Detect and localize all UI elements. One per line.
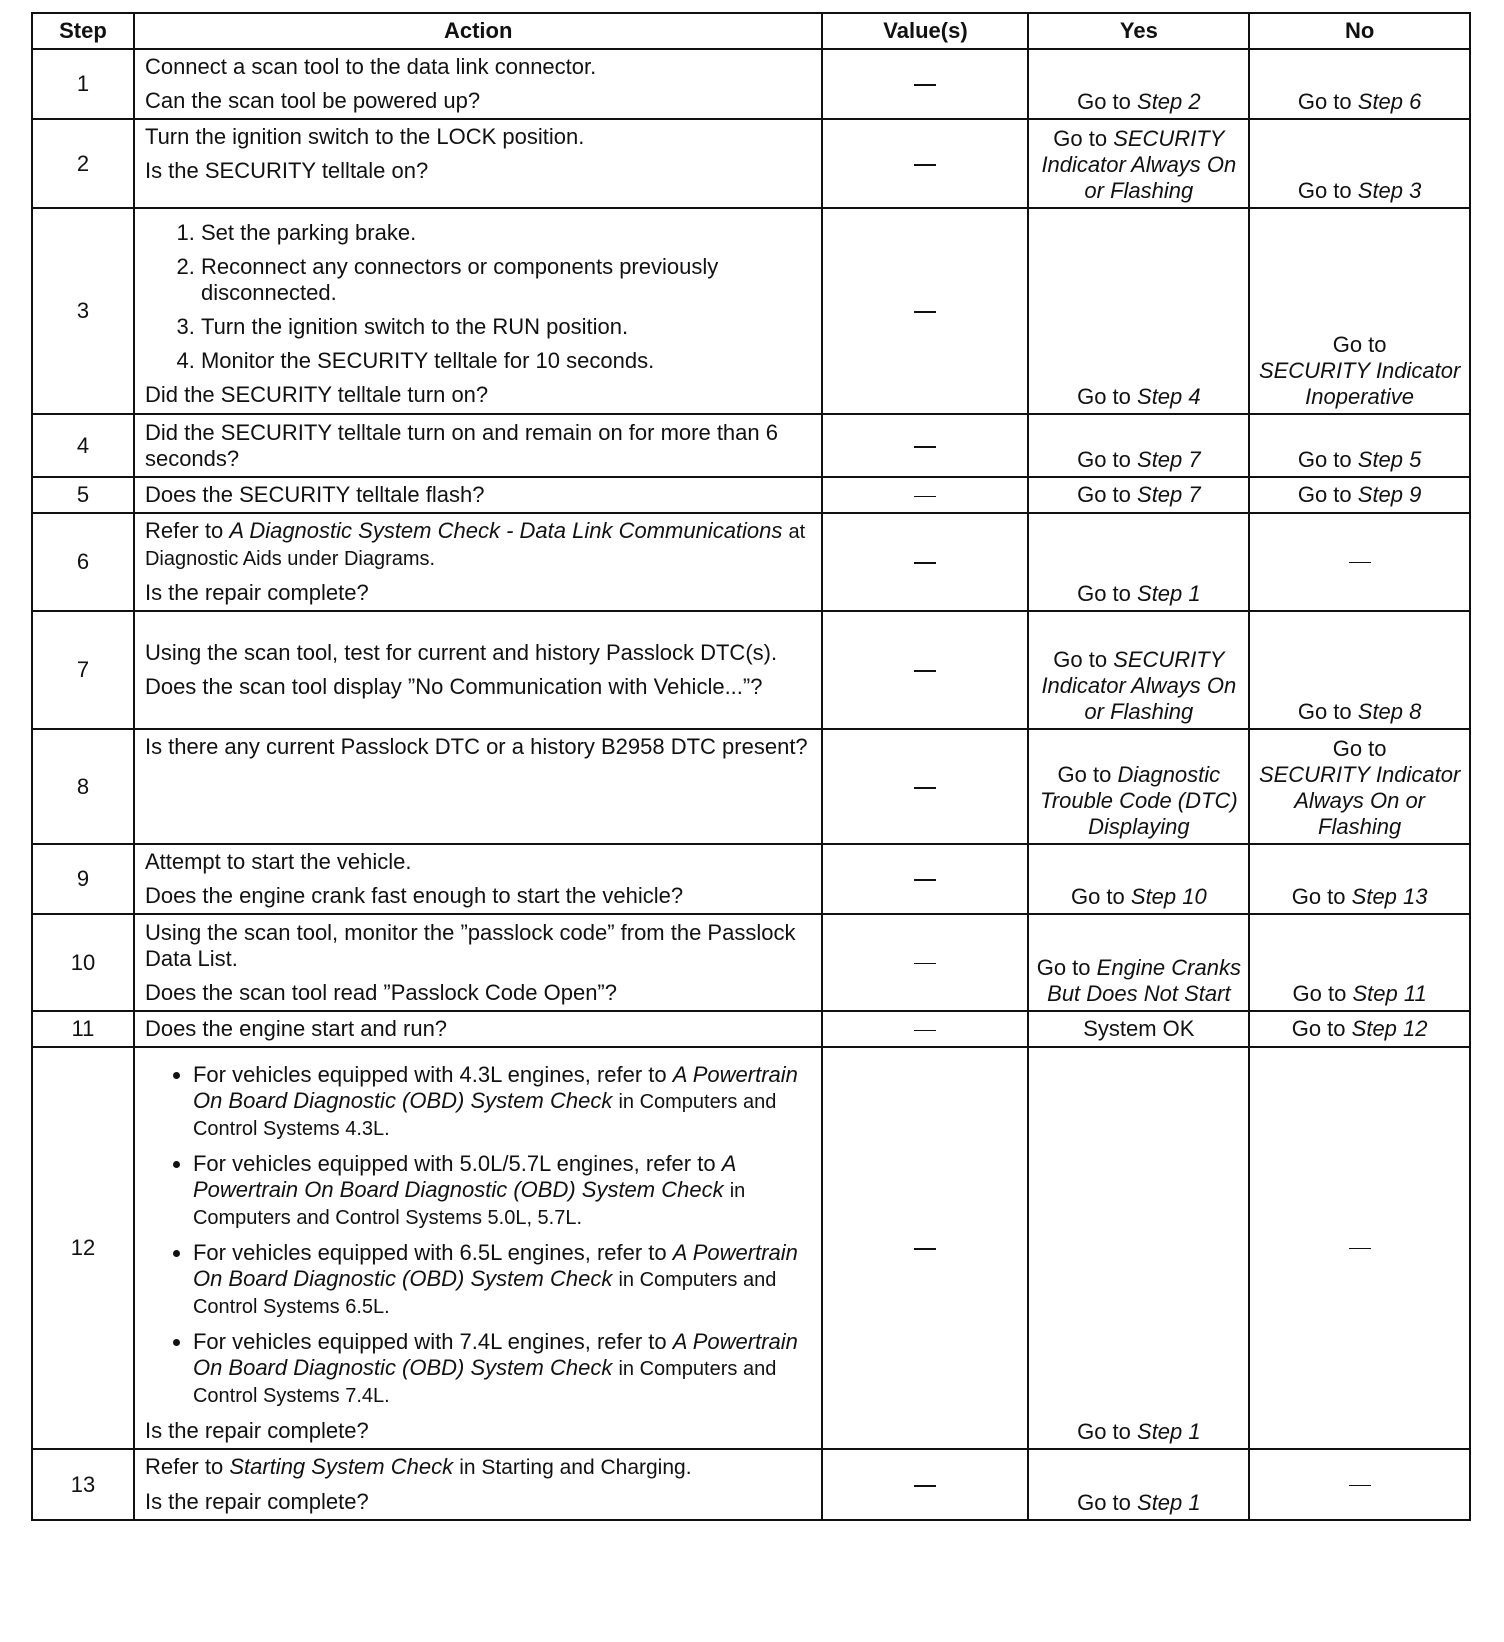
empty-dash [914, 164, 936, 166]
step-number: 10 [32, 914, 134, 1011]
bullet-reference: A Powertrain On Board Diagnostic (OBD) System Check [192, 1329, 798, 1380]
action-question: Can the scan tool be powered up? [144, 88, 481, 113]
action-cell [134, 49, 823, 119]
table-row [32, 513, 1470, 611]
action-cell [134, 1449, 823, 1520]
yes-cell [1028, 414, 1249, 477]
empty-dash [914, 446, 936, 448]
yes-prefix: Go to [1077, 1490, 1131, 1515]
list-item: 4. Monitor the SECURITY telltale for 10 seconds. [201, 348, 814, 374]
refer-target: A Diagnostic System Check - Data Link Communications [229, 518, 783, 543]
empty-dash [914, 562, 936, 564]
refer-prefix: Refer to [144, 1454, 224, 1479]
yes-target: Diagnostic Trouble Code (DTC) Displaying [1040, 762, 1238, 839]
yes-prefix: Go to [1077, 89, 1131, 114]
no-target: Step 3 [1357, 178, 1422, 203]
step-number: 6 [32, 513, 134, 611]
action-cell [134, 414, 823, 477]
table-row [32, 414, 1470, 477]
no-cell [1249, 414, 1470, 477]
yes-target: Step 10 [1130, 884, 1207, 909]
step-number: 5 [32, 477, 134, 513]
empty-dash [914, 963, 936, 964]
action-text: Using the scan tool, monitor the ”passlock code” from the Passlock Data List. [144, 919, 796, 971]
list-item: 2. Reconnect any connectors or components previously disconnected. [201, 254, 814, 306]
no-prefix: Go to [1297, 89, 1352, 114]
yes-cell [1028, 477, 1249, 513]
empty-dash [914, 1248, 936, 1250]
header-step: Step [32, 13, 134, 49]
empty-dash [1349, 1248, 1371, 1249]
action-question: Is the repair complete? [144, 1418, 369, 1443]
empty-dash [914, 1030, 936, 1031]
bullet-text: For vehicles equipped with 5.0L/5.7L engines, refer to [192, 1151, 716, 1176]
empty-dash [914, 496, 936, 497]
list-item: 1. Set the parking brake. [201, 220, 814, 246]
action-text: Attempt to start the vehicle. [144, 849, 412, 874]
bullet-location: in Computers and Control Systems 7.4L. [192, 1358, 777, 1407]
action-question: Does the scan tool display ”No Communication with Vehicle...”? [144, 674, 763, 699]
no-target: Step 5 [1357, 447, 1422, 472]
table-row [32, 1011, 1470, 1047]
no-target: Step 11 [1352, 981, 1427, 1006]
table-row [32, 49, 1470, 119]
no-cell [1249, 49, 1470, 119]
no-cell [1249, 119, 1470, 208]
yes-target: Step 1 [1137, 581, 1201, 606]
action-question: Does the engine crank fast enough to start the vehicle? [144, 883, 684, 908]
no-prefix: Go to [1297, 699, 1352, 724]
value-cell [822, 513, 1028, 611]
action-text [145, 1454, 814, 1481]
bullet-reference: A Powertrain On Board Diagnostic (OBD) System Check [192, 1240, 798, 1291]
value-cell [822, 844, 1028, 914]
value-cell [822, 611, 1028, 729]
no-prefix: Go to [1297, 447, 1352, 472]
bullet-reference: A Powertrain On Board Diagnostic (OBD) System Check [192, 1062, 798, 1113]
yes-target: Step 2 [1137, 89, 1201, 114]
yes-cell [1028, 513, 1249, 611]
no-cell [1249, 611, 1470, 729]
step-number: 4 [32, 414, 134, 477]
action-cell [134, 119, 823, 208]
empty-dash [1349, 562, 1371, 563]
step-number: 8 [32, 729, 134, 844]
bullet-location: in Computers and Control Systems 5.0L, 5.7L. [192, 1180, 746, 1229]
no-prefix: Go to [1291, 884, 1346, 909]
value-cell [822, 1449, 1028, 1520]
list-item [193, 1062, 814, 1142]
no-target: Step 12 [1351, 1015, 1428, 1041]
step-number: 7 [32, 611, 134, 729]
action-text: Turn the ignition switch to the LOCK position. [144, 124, 585, 149]
no-cell [1249, 1047, 1470, 1449]
empty-dash [914, 787, 936, 789]
no-cell [1249, 208, 1470, 414]
yes-prefix: Go to [1077, 447, 1131, 472]
bullet-location: in Computers and Control Systems 6.5L. [192, 1269, 777, 1318]
no-target: Step 6 [1357, 89, 1422, 114]
empty-dash [1349, 1485, 1371, 1486]
yes-cell: System OK [1028, 1011, 1249, 1047]
table-row [32, 1449, 1470, 1520]
list-item [193, 1151, 814, 1231]
yes-prefix: Go to [1077, 581, 1131, 606]
no-target: SECURITY Indicator Inoperative [1258, 358, 1461, 409]
header-values: Value(s) [822, 13, 1028, 49]
no-target: Step 13 [1351, 884, 1428, 909]
bullet-reference: A Powertrain On Board Diagnostic (OBD) System Check [192, 1151, 736, 1202]
yes-target: Step 7 [1137, 447, 1201, 472]
step-number: 11 [32, 1011, 134, 1047]
yes-prefix: Go to [1053, 647, 1108, 672]
yes-target: Step 1 [1137, 1490, 1201, 1515]
yes-target: Step 4 [1137, 384, 1201, 409]
table-row [32, 844, 1470, 914]
yes-prefix: Go to [1077, 384, 1131, 409]
action-question: Did the SECURITY telltale turn on? [144, 382, 489, 407]
action-question: Does the engine start and run? [144, 1016, 448, 1041]
yes-cell [1028, 844, 1249, 914]
yes-target: SECURITY Indicator Always On or Flashing [1041, 126, 1237, 203]
step-number: 2 [32, 119, 134, 208]
yes-target: Engine Cranks But Does Not Start [1047, 955, 1241, 1006]
table-row [32, 611, 1470, 729]
action-question: Is the SECURITY telltale on? [144, 158, 429, 183]
yes-prefix: Go to [1057, 762, 1112, 787]
yes-prefix: Go to [1053, 126, 1108, 151]
no-prefix: Go to [1292, 981, 1347, 1006]
value-cell [822, 49, 1028, 119]
no-prefix: Go to [1297, 178, 1352, 203]
step-number: 1 [32, 49, 134, 119]
no-cell [1249, 513, 1470, 611]
value-cell [822, 914, 1028, 1011]
action-question: Does the scan tool read ”Passlock Code Open”? [144, 979, 617, 1005]
no-cell [1249, 844, 1470, 914]
diagnostic-table [31, 12, 1471, 1521]
action-cell [134, 844, 823, 914]
action-cell [134, 1047, 823, 1449]
yes-prefix: Go to [1070, 884, 1125, 909]
action-cell [134, 729, 823, 844]
value-cell [822, 414, 1028, 477]
list-item [193, 1240, 814, 1320]
empty-dash [914, 311, 936, 313]
table-row [32, 119, 1470, 208]
no-target: SECURITY Indicator Always On or Flashing [1258, 762, 1461, 839]
action-cell [134, 914, 823, 1011]
yes-target: Step 7 [1137, 481, 1201, 507]
action-text: Connect a scan tool to the data link connector. [144, 54, 597, 79]
no-prefix: Go to [1297, 481, 1352, 507]
yes-cell [1028, 1047, 1249, 1449]
list-item: 3. Turn the ignition switch to the RUN position. [201, 314, 814, 340]
bullet-list [145, 1062, 814, 1409]
empty-dash [914, 879, 936, 881]
no-cell [1249, 914, 1470, 1011]
yes-cell [1028, 119, 1249, 208]
no-target: Step 8 [1357, 699, 1422, 724]
no-prefix: Go to [1291, 1015, 1346, 1041]
bullet-text: For vehicles equipped with 4.3L engines, refer to [192, 1062, 667, 1087]
value-cell [822, 729, 1028, 844]
refer-target: Starting System Check [229, 1454, 454, 1479]
action-question: Does the SECURITY telltale flash? [144, 482, 485, 507]
no-cell [1249, 477, 1470, 513]
action-cell [134, 1011, 823, 1047]
yes-prefix: Go to [1036, 955, 1091, 980]
value-cell [822, 1047, 1028, 1449]
header-no: No [1249, 13, 1470, 49]
refer-prefix: Refer to [144, 518, 224, 543]
no-cell [1249, 1449, 1470, 1520]
table-row [32, 914, 1470, 1011]
value-cell [822, 119, 1028, 208]
refer-location: in Starting and Charging. [459, 1456, 692, 1479]
table-row [32, 477, 1470, 513]
step-number: 3 [32, 208, 134, 414]
bullet-text: For vehicles equipped with 6.5L engines, refer to [192, 1240, 667, 1265]
action-cell [134, 208, 823, 414]
value-cell [822, 477, 1028, 513]
no-cell [1249, 1011, 1470, 1047]
yes-cell [1028, 914, 1249, 1011]
action-cell [134, 477, 823, 513]
yes-target: SECURITY Indicator Always On or Flashing [1041, 647, 1237, 724]
header-row [32, 13, 1470, 49]
action-question: Is there any current Passlock DTC or a history B2958 DTC present? [144, 734, 808, 759]
yes-cell [1028, 611, 1249, 729]
empty-dash [914, 670, 936, 672]
action-cell [134, 611, 823, 729]
yes-prefix: Go to [1077, 1419, 1131, 1444]
step-number: 12 [32, 1047, 134, 1449]
yes-prefix: Go to [1077, 481, 1131, 507]
numbered-steps [145, 220, 814, 374]
empty-dash [914, 1485, 936, 1487]
yes-cell [1028, 729, 1249, 844]
empty-dash [914, 84, 936, 86]
header-yes: Yes [1028, 13, 1249, 49]
value-cell [822, 208, 1028, 414]
action-text [145, 518, 814, 572]
no-prefix: Go to [1332, 332, 1387, 357]
header-action: Action [134, 13, 823, 49]
yes-target: Step 1 [1137, 1419, 1201, 1444]
bullet-location: in Computers and Control Systems 4.3L. [192, 1091, 777, 1140]
no-target: Step 9 [1357, 481, 1422, 507]
list-item [193, 1329, 814, 1409]
action-cell [134, 513, 823, 611]
table-row [32, 729, 1470, 844]
action-text: Using the scan tool, test for current and history Passlock DTC(s). [144, 640, 778, 665]
step-number: 13 [32, 1449, 134, 1520]
yes-cell [1028, 1449, 1249, 1520]
action-question: Is the repair complete? [144, 580, 369, 605]
action-question: Is the repair complete? [144, 1489, 369, 1514]
step-number: 9 [32, 844, 134, 914]
value-cell [822, 1011, 1028, 1047]
no-cell [1249, 729, 1470, 844]
table-row [32, 208, 1470, 414]
no-prefix: Go to [1332, 736, 1387, 761]
table-row [32, 1047, 1470, 1449]
yes-cell [1028, 208, 1249, 414]
bullet-text: For vehicles equipped with 7.4L engines, refer to [192, 1329, 667, 1354]
action-question: Did the SECURITY telltale turn on and remain on for more than 6 seconds? [144, 419, 778, 471]
refer-location: at Diagnostic Aids under Diagrams. [144, 521, 806, 570]
yes-cell [1028, 49, 1249, 119]
